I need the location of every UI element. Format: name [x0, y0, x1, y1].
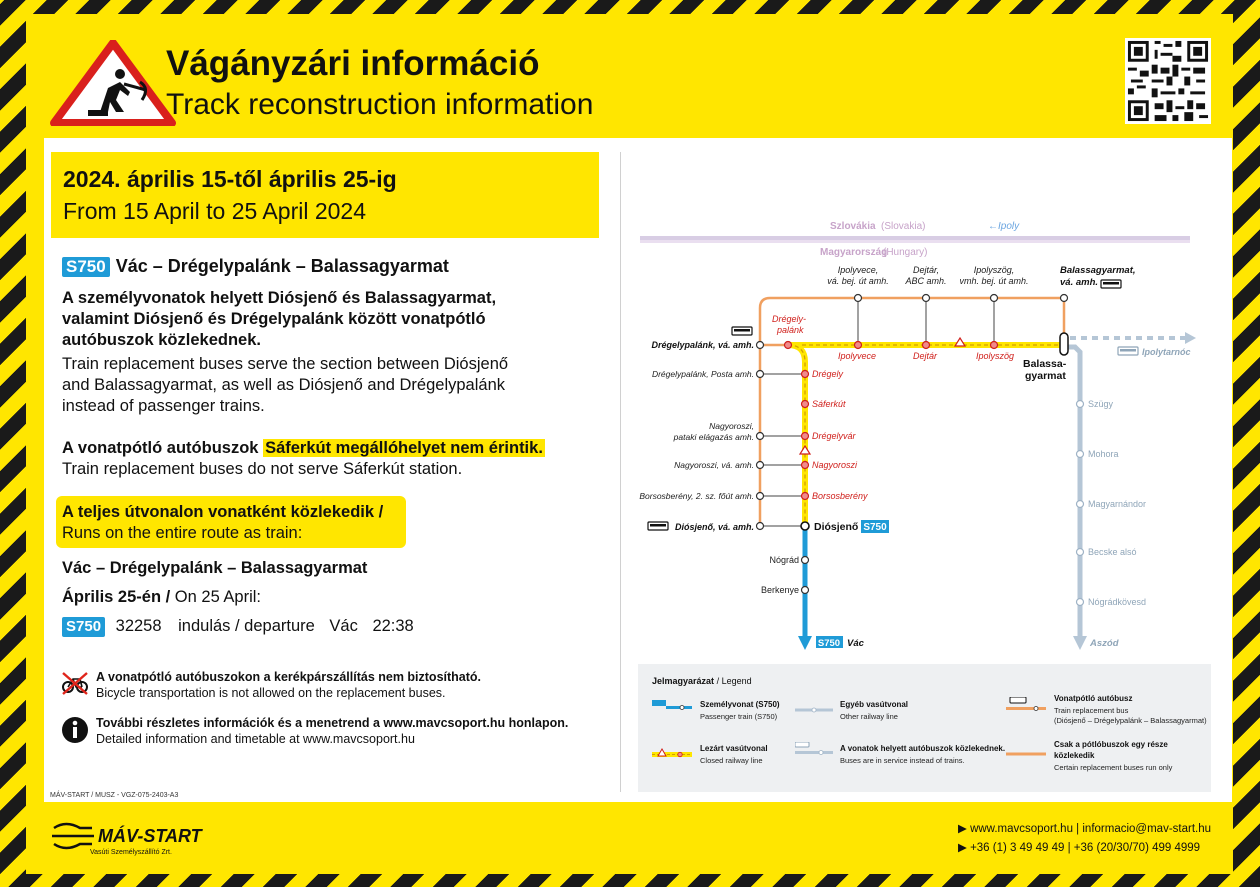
label-berkenye: Berkenye	[760, 585, 799, 595]
no-bicycle-icon	[61, 670, 89, 696]
legend-title	[652, 676, 752, 686]
date-english: From 15 April to 25 April 2024	[63, 198, 366, 224]
date-hungarian: 2024. április 15-től április 25-ig	[63, 166, 397, 192]
legend-item5-title: A vonatok helyett autóbuszok közlekednek.	[840, 744, 1006, 753]
para2-hu-prefix: A vonatpótló autóbuszok	[62, 439, 259, 457]
arrow-right-icon: ▶	[958, 823, 967, 835]
info-note-en: Detailed information and timetable at www.mavcsoport.hu	[96, 732, 415, 746]
vac-arrow	[798, 636, 812, 650]
route-badge: S750	[62, 257, 110, 277]
footer-web[interactable]: www.mavcsoport.hu	[970, 823, 1073, 835]
para2-hu	[62, 438, 545, 459]
footer-email[interactable]: informacio@mav-start.hu	[1082, 823, 1212, 835]
departure-row	[62, 616, 414, 637]
route-map	[630, 200, 1230, 660]
legend-item6-title2: közlekedik	[1054, 751, 1095, 760]
bus-stop-connectors	[760, 374, 805, 526]
info-note-hu: További részletes információk és a menetrend a www.mavcsoport.hu honlapon.	[96, 716, 569, 730]
para1-hu-line1: A személyvonatok helyett Diósjenő és Balassagyarmat,	[62, 289, 497, 307]
label-aszod: Aszód	[1090, 638, 1119, 649]
document-code: MÁV-START / MUSZ - VGZ-075-2403-A3	[50, 792, 179, 799]
legend-item3-desc2: (Diósjenő – Drégelypalánk – Balassagyarmat)	[1054, 716, 1207, 725]
legend-item3-title: Vonatpótló autóbusz	[1054, 694, 1133, 703]
legend-item6-title: Csak a pótlóbuszok egy része	[1054, 740, 1168, 749]
footer-separator: |	[1067, 842, 1071, 854]
para1-en-line2: and Balassagyarmat, as well as Diósjenő and Drégelypalánk	[62, 376, 505, 394]
label-dregelypalank-1: Drégely-	[772, 314, 807, 324]
title-english: Track reconstruction information	[166, 88, 594, 121]
column-divider	[620, 152, 621, 792]
label-bus-dejtar-2: ABC amh.	[905, 276, 947, 286]
legend-partial-bus-icon	[1006, 751, 1046, 757]
label-bus-ipolyvece-2: vá. bej. út amh.	[827, 276, 889, 286]
para2-en: Train replacement buses do not serve Sáferkút station.	[62, 460, 463, 478]
departure-station: Vác	[329, 617, 358, 635]
bike-note-hu: A vonatpótló autóbuszokon a kerékpárszállítás nem biztosítható.	[96, 670, 482, 684]
diosjeno-station	[801, 522, 809, 530]
label-bus-nagyoroszi-pataki: Nagyoroszi,	[709, 421, 754, 431]
para3-route: Vác – Drégelypalánk – Balassagyarmat	[62, 559, 368, 577]
bus-icon-balassagyarmat	[1101, 280, 1121, 288]
label-ipolytarnoc: Ipolytarnóc	[1142, 347, 1191, 357]
route-name: Vác – Drégelypalánk – Balassagyarmat	[115, 256, 449, 276]
label-bus-diosjeno: Diósjenő, vá. amh.	[674, 522, 754, 532]
legend-item6-desc: Certain replacement buses run only	[1054, 763, 1173, 772]
border-line-slovakia	[640, 236, 1190, 240]
train-number: 32258	[115, 617, 162, 635]
route-heading	[62, 256, 449, 277]
footer-phone1[interactable]: +36 (1) 3 49 49 49	[970, 842, 1065, 854]
label-bus-balassagyarmat-2: vá. amh.	[1060, 277, 1099, 288]
label-bus-nagyoroszi-va: Nagyoroszi, vá. amh.	[674, 460, 754, 470]
label-bus-ipolyszog-2: vmh. bej. út amh.	[959, 276, 1029, 286]
legend-closed-railway-icon	[652, 748, 692, 760]
footer-phone2[interactable]: +36 (20/30/70) 499 4999	[1073, 842, 1201, 854]
para1-en-line3: instead of passenger trains.	[62, 397, 265, 415]
legend-replacement-bus-icon	[1006, 697, 1046, 713]
label-balassagyarmat-1: Balassa-	[1023, 358, 1067, 370]
label-mohora: Mohora	[1088, 449, 1119, 459]
label-ipolyvece: Ipolyvece	[838, 351, 877, 361]
other-railway-aszod	[1064, 347, 1080, 636]
legend-item1-desc: Passenger train (S750)	[700, 712, 778, 721]
arrow-right-icon: ▶	[958, 842, 967, 854]
legend-item4-title: Lezárt vasútvonal	[700, 744, 768, 753]
legend-other-railway-icon	[795, 706, 833, 714]
label-bus-borsosbereny: Borsosberény, 2. sz. főút amh.	[639, 491, 754, 501]
legend-item2-title: Egyéb vasútvonal	[840, 700, 909, 709]
label-dregelyvar: Drégelyvár	[812, 431, 856, 441]
map-ipoly: ←Ipoly	[988, 221, 1020, 232]
worksite-icon-nagyoroszi	[800, 446, 810, 454]
legend-item1-title: Személyvonat (S750)	[700, 700, 780, 709]
para1-hu-line2: valamint Diósjenő és Drégelypalánk között vonatpótló	[62, 310, 486, 328]
label-dejtar: Dejtár	[913, 351, 938, 361]
top-bus-stop-connectors	[858, 298, 994, 345]
construction-warning-icon	[50, 40, 176, 126]
label-vac: Vác	[847, 638, 864, 649]
legend-passenger-train-icon	[652, 700, 692, 710]
para2-hu-highlight: Sáferkút megállóhelyet nem érintik.	[265, 439, 543, 457]
legend-title-hu: Jelmagyarázat	[652, 676, 715, 686]
para3-hu: A teljes útvonalon vonatként közlekedik /	[62, 503, 384, 521]
label-diosjeno: Diósjenő	[814, 521, 859, 533]
label-balassagyarmat-2: gyarmat	[1025, 370, 1066, 382]
logo-name: MÁV-START	[98, 826, 202, 846]
ipolytarnoc-arrow	[1185, 332, 1196, 344]
para1-hu-line3: autóbuszok közlekednek.	[62, 331, 261, 349]
bus-icon-ipolytarnoc	[1118, 347, 1138, 355]
label-bus-nagyoroszi-pataki-2: pataki elágazás amh.	[673, 432, 754, 442]
label-nograd: Nógrád	[769, 555, 799, 565]
para3-date	[62, 587, 261, 608]
label-dregelypalank-2: palánk	[777, 325, 804, 335]
label-ipolyszog: Ipolyszög	[976, 351, 1015, 361]
logo-subtitle: Vasúti Személyszállító Zrt.	[90, 849, 172, 856]
label-becske: Becske alsó	[1088, 547, 1137, 557]
departure-time: 22:38	[372, 617, 414, 635]
label-bus-dregelypalank-posta: Drégelypalánk, Posta amh.	[651, 369, 754, 379]
bus-icon-dregelypalank	[732, 327, 752, 335]
qr-code-icon[interactable]	[1125, 38, 1211, 124]
label-bus-balassagyarmat: Balassagyarmat,	[1060, 265, 1136, 276]
label-nagyoroszi: Nagyoroszi	[812, 460, 858, 470]
map-s750-badge: S750	[863, 522, 887, 533]
label-borsosbereny: Borsosberény	[812, 491, 868, 501]
legend-item3-desc: Train replacement bus	[1054, 706, 1129, 715]
label-dregely: Drégely	[812, 369, 844, 379]
mav-start-logo	[50, 818, 260, 858]
label-magyarnandor: Magyarnándor	[1088, 499, 1147, 509]
map-slovakia-en: (Slovakia)	[881, 221, 926, 232]
bike-note-en: Bicycle transportation is not allowed on the replacement buses.	[96, 686, 446, 700]
departure-badge: S750	[62, 617, 105, 637]
label-bus-dejtar: Dejtár,	[912, 265, 940, 275]
para3-en: Runs on the entire route as train:	[62, 524, 303, 542]
footer-separator: |	[1076, 823, 1080, 835]
legend-item4-desc: Closed railway line	[700, 756, 763, 765]
bus-icon-diosjeno	[648, 522, 668, 530]
date-box	[51, 152, 599, 238]
border-line-hungary	[640, 240, 1190, 243]
balassagyarmat-station	[1060, 333, 1068, 355]
para3-date-en: On 25 April:	[174, 588, 262, 606]
info-icon	[61, 716, 89, 744]
legend-item5-desc: Buses are in service instead of trains.	[840, 756, 965, 765]
title-hungarian: Vágányzári információ	[166, 44, 540, 83]
para1-en-line1: Train replacement buses serve the section between Diósjenő	[62, 355, 509, 373]
map-hungary: Magyarország	[820, 247, 888, 258]
vac-badge: S750	[817, 638, 841, 649]
map-hungary-en: (Hungary)	[883, 247, 928, 258]
footer-web-row	[958, 821, 1211, 835]
footer-phone-row	[958, 840, 1200, 854]
aszod-arrow	[1073, 636, 1087, 650]
legend-bus-instead-icon	[795, 742, 833, 756]
label-saferkut: Sáferkút	[812, 399, 846, 409]
label-nogradkovesd: Nógrádkövesd	[1088, 597, 1147, 607]
label-bus-dregelypalank-va: Drégelypalánk, vá. amh.	[651, 340, 754, 350]
legend-title-en: / Legend	[716, 676, 752, 686]
label-bus-ipolyvece: Ipolyvece,	[837, 265, 879, 275]
para3-date-hu: Április 25-én /	[62, 588, 171, 606]
departure-label: indulás / departure	[178, 617, 315, 635]
label-bus-ipolyszog: Ipolyszög,	[973, 265, 1015, 275]
label-szugy: Szügy	[1088, 399, 1114, 409]
map-slovakia: Szlovákia	[830, 221, 876, 232]
legend-item2-desc: Other railway line	[840, 712, 898, 721]
closed-station-markers	[785, 342, 998, 500]
